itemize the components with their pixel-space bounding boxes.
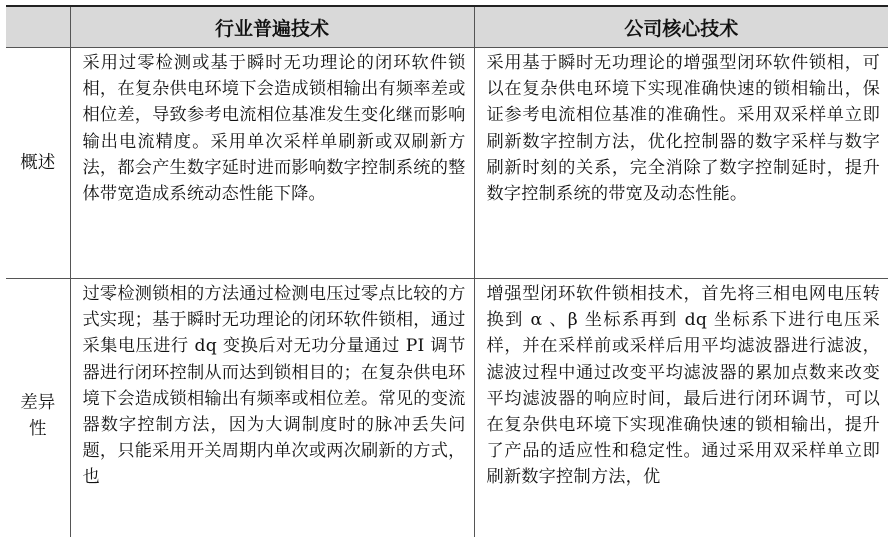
table-row	[6, 279, 888, 537]
comparison-table	[6, 5, 888, 537]
header-industry: 行业普遍技术	[70, 6, 474, 48]
comparison-table-container	[6, 5, 888, 537]
cell-industry-difference: 过零检测锁相的方法通过检测电压过零点比较的方式实现；基于瞬时无功理论的闭环软件锁相，通过采集电压进行 dq 变换后对无功分量通过 PI 调节器进行闭环控制从而达到锁相目的；在复杂供电环境下会造成锁相输出有频率或相位差。常见的变流器数字控制方法，因为大调制度时的脉冲丢失问题，只能采用开关周期内单次或两次刷新的方式，也	[70, 279, 474, 537]
row-label-difference	[6, 279, 70, 537]
table-row	[6, 48, 888, 279]
row-label-overview: 概述	[6, 48, 70, 279]
header-empty	[6, 6, 70, 48]
cell-industry-overview: 采用过零检测或基于瞬时无功理论的闭环软件锁相，在复杂供电环境下会造成锁相输出有频率差或相位差，导致参考电流相位基准发生变化继而影响输出电流精度。采用单次采样单刷新或双刷新方法，都会产生数字延时进而影响数字控制系统的整体带宽造成系统动态性能下降。	[70, 48, 474, 279]
table-header-row	[6, 6, 888, 48]
row-label-difference-text: 差异性	[20, 393, 56, 439]
cell-company-difference: 增强型闭环软件锁相技术，首先将三相电网电压转换到 α 、β 坐标系再到 dq 坐标系下进行电压采样，并在采样前或采样后用平均滤波器进行滤波，滤波过程中通过改变平均滤波器的累加点数来改变平均滤波器的响应时间，最后进行闭环调节，可以在复杂供电环境下实现准确快速的锁相输出，提升了产品的适应性和稳定性。通过采用双采样单立即刷新数字控制方法，优	[474, 279, 888, 537]
cell-company-overview: 采用基于瞬时无功理论的增强型闭环软件锁相，可以在复杂供电环境下实现准确快速的锁相输出，保证参考电流相位基准的准确性。采用双采样单立即刷新数字控制方法，优化控制器的数字采样与数字刷新时刻的关系，完全消除了数字控制延时，提升数字控制系统的带宽及动态性能。	[474, 48, 888, 279]
header-company: 公司核心技术	[474, 6, 888, 48]
